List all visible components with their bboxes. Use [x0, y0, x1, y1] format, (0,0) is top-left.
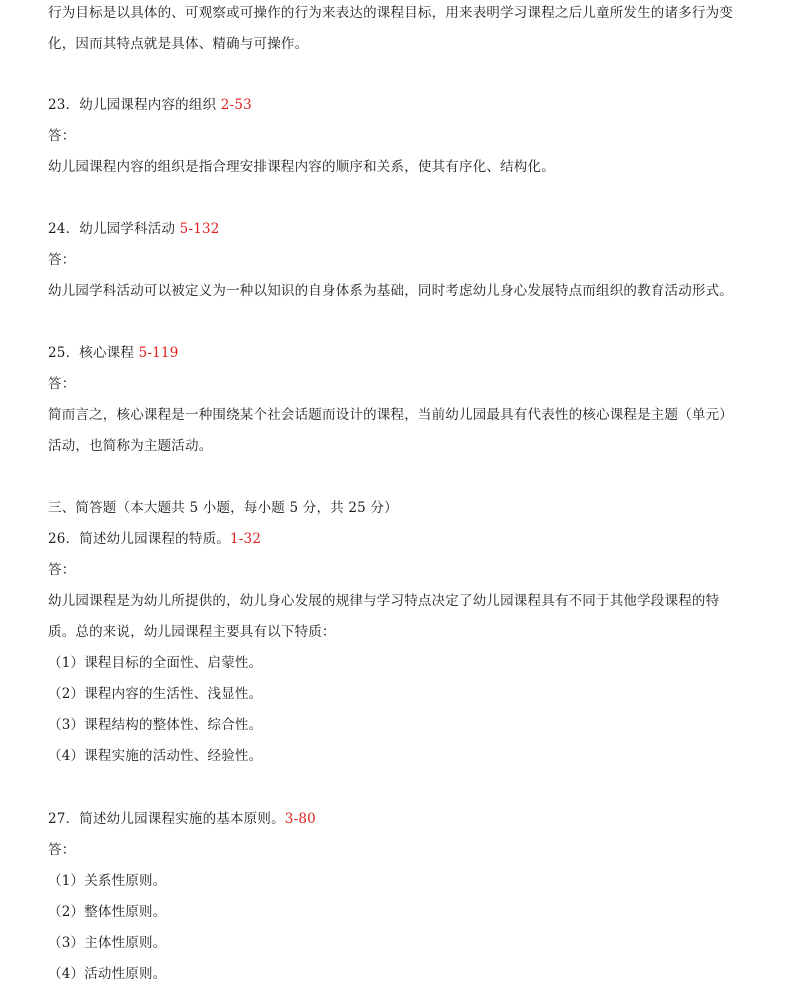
paragraph-line: 质。总的来说，幼儿园课程主要具有以下特质：	[48, 624, 336, 640]
section-heading: 三、简答题（本大题共 5 小题，每小题 5 分，共 25 分）	[48, 500, 398, 516]
page-ref: 5-132	[179, 221, 220, 237]
list-item: （3）主体性原则。	[48, 935, 167, 951]
question-heading: 25．核心课程 5-119	[48, 345, 179, 361]
paragraph-line: 简而言之，核心课程是一种围绕某个社会话题而设计的课程，当前幼儿园最具有代表性的核心课程是主题（单元）	[48, 407, 733, 423]
list-item: （2）整体性原则。	[48, 904, 167, 920]
list-item: （4）课程实施的活动性、经验性。	[48, 748, 263, 764]
paragraph-line: 幼儿园学科活动可以被定义为一种以知识的自身体系为基础，同时考虑幼儿身心发展特点而组织的教育活动形式。	[48, 283, 733, 299]
question-heading: 23．幼儿园课程内容的组织 2-53	[48, 97, 252, 113]
answer-label: 答：	[48, 376, 76, 392]
question-heading: 26．简述幼儿园课程的特质。1-32	[48, 531, 262, 547]
paragraph-line: 行为目标是以具体的、可观察或可操作的行为来表达的课程目标，用来表明学习课程之后儿童所发生的诸多行为变	[48, 5, 733, 21]
answer-label: 答：	[48, 252, 76, 268]
paragraph-line: 活动，也简称为主题活动。	[48, 438, 213, 454]
list-item: （2）课程内容的生活性、浅显性。	[48, 686, 263, 702]
page-ref: 1-32	[229, 531, 262, 547]
question-heading: 27．简述幼儿园课程实施的基本原则。3-80	[48, 811, 316, 827]
answer-label: 答：	[48, 842, 76, 858]
answer-label: 答：	[48, 562, 76, 578]
page-ref: 3-80	[284, 811, 316, 827]
paragraph-line: 化，因而其特点就是具体、精确与可操作。	[48, 36, 309, 52]
paragraph-line: 幼儿园课程内容的组织是指合理安排课程内容的顺序和关系，使其有序化、结构化。	[48, 159, 555, 175]
question-heading: 24．幼儿园学科活动 5-132	[48, 221, 220, 237]
list-item: （3）课程结构的整体性、综合性。	[48, 717, 263, 733]
paragraph-line: 幼儿园课程是为幼儿所提供的，幼儿身心发展的规律与学习特点决定了幼儿园课程具有不同于其他学段课程的特	[48, 593, 720, 609]
list-item: （4）活动性原则。	[48, 966, 167, 982]
list-item: （1）课程目标的全面性、启蒙性。	[48, 655, 263, 671]
answer-label: 答：	[48, 128, 76, 144]
page-ref: 5-119	[138, 345, 179, 361]
page-ref: 2-53	[220, 97, 252, 113]
list-item: （1）关系性原则。	[48, 873, 167, 889]
